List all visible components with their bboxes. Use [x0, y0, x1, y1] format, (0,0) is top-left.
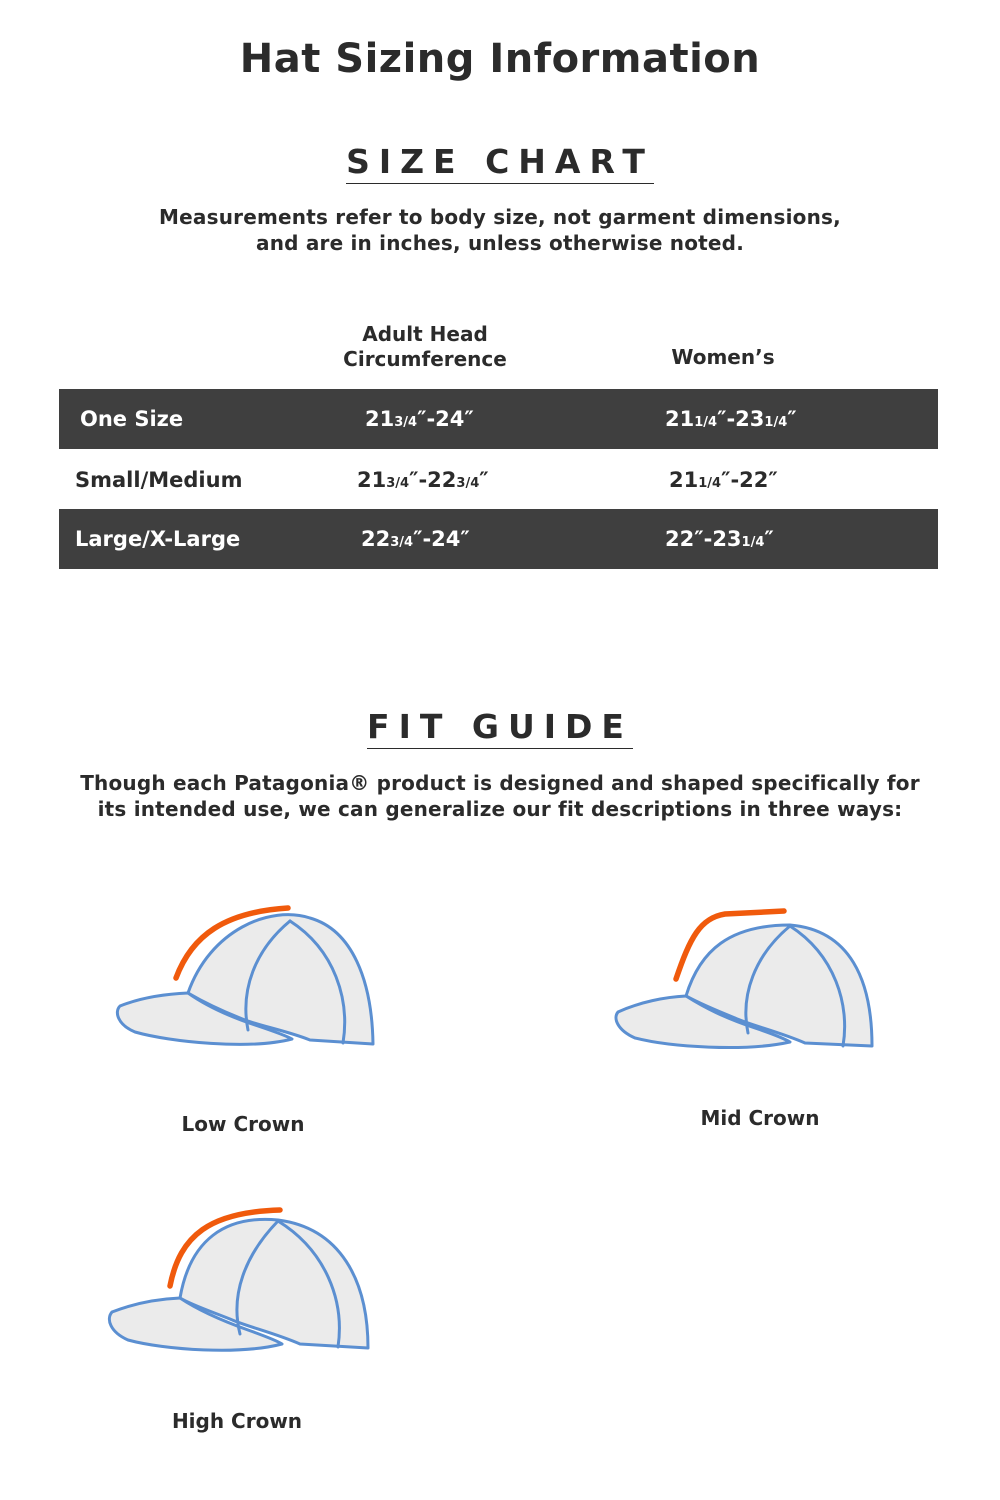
low-crown-label: Low Crown: [181, 1112, 305, 1136]
adult-size-cell: 213/4″-24″: [365, 407, 474, 431]
column-header-adult-line-2: Circumference: [343, 347, 507, 371]
column-header-adult-line-1: Adult Head: [362, 322, 488, 346]
adult-size-cell: 213/4″-223/4″: [357, 468, 489, 492]
mid-crown-label: Mid Crown: [700, 1106, 820, 1130]
womens-size-cell: 211/4″-22″: [669, 468, 778, 492]
high-crown-label: High Crown: [171, 1409, 303, 1433]
womens-size-cell: 22″-231/4″: [665, 527, 774, 551]
fit-guide-note-line-2: its intended use, we can generalize our fit descriptions in three ways:: [97, 797, 903, 821]
womens-size-cell: 211/4″-231/4″: [665, 407, 797, 431]
fit-guide-heading: FIT GUIDE: [367, 707, 633, 749]
size-chart-heading: SIZE CHART: [346, 142, 654, 184]
fit-guide-note-line-1: Though each Patagonia® product is designed and shaped specifically for: [80, 771, 920, 795]
adult-size-cell: 223/4″-24″: [361, 527, 470, 551]
size-cell: One Size: [80, 407, 184, 431]
size-chart-note-line-1: Measurements refer to body size, not garment dimensions,: [159, 205, 841, 229]
column-header-womens: Women’s: [671, 345, 775, 369]
size-cell: Large/X-Large: [75, 527, 241, 551]
size-chart-note-line-2: and are in inches, unless otherwise noted.: [256, 231, 744, 255]
page-title: Hat Sizing Information: [239, 36, 761, 82]
size-cell: Small/Medium: [75, 468, 243, 492]
